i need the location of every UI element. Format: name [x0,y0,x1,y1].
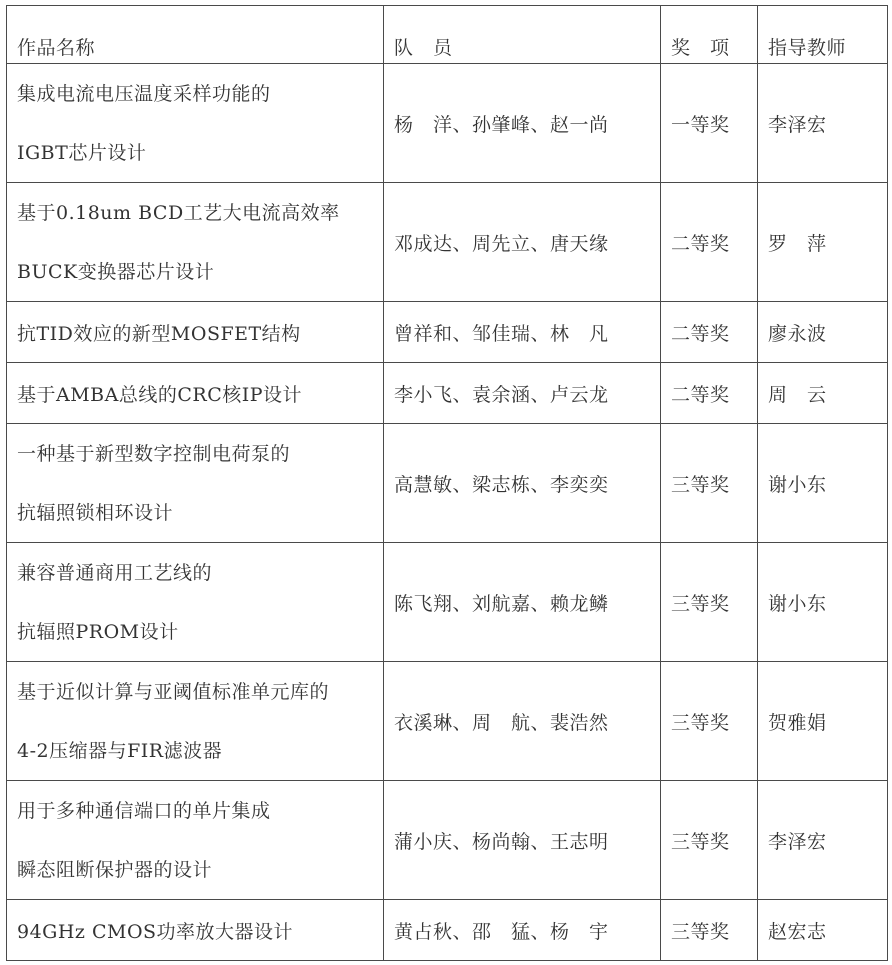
table-row [7,781,888,900]
award-cell: 三等奖 [661,781,758,900]
award-cell: 三等奖 [661,543,758,662]
project-title-cell [7,781,384,900]
project-title-cell [7,662,384,781]
project-title-cell [7,424,384,543]
project-title-line: 4-2压缩器与FIR滤波器 [17,739,223,762]
table-row [7,900,888,961]
advisor-cell: 李泽宏 [758,781,888,900]
team-members-cell: 杨 洋、孙肇峰、赵一尚 [384,64,661,183]
award-cell: 三等奖 [661,900,758,961]
project-title-line: 基于0.18um BCD工艺大电流高效率 [17,201,340,224]
awards-table [6,5,888,961]
award-cell: 三等奖 [661,424,758,543]
project-title-line: 兼容普通商用工艺线的 [17,561,213,584]
project-title-cell: 抗TID效应的新型MOSFET结构 [7,302,384,363]
table-row [7,64,888,183]
award-cell: 二等奖 [661,363,758,424]
project-title-line: BUCK变换器芯片设计 [17,260,215,283]
table-row [7,662,888,781]
project-title-line: 用于多种通信端口的单片集成 [17,799,271,822]
header-team: 队 员 [384,6,661,64]
team-members-cell: 黄占秋、邵 猛、杨 宇 [384,900,661,961]
team-members-cell: 高慧敏、梁志栋、李奕奕 [384,424,661,543]
team-members-cell: 陈飞翔、刘航嘉、赖龙鳞 [384,543,661,662]
advisor-cell: 李泽宏 [758,64,888,183]
award-cell: 二等奖 [661,183,758,302]
project-title-cell: 基于AMBA总线的CRC核IP设计 [7,363,384,424]
project-title-line: 一种基于新型数字控制电荷泵的 [17,442,291,465]
table-row [7,424,888,543]
advisor-cell: 周 云 [758,363,888,424]
award-cell: 二等奖 [661,302,758,363]
team-members-cell: 蒲小庆、杨尚翰、王志明 [384,781,661,900]
table-row [7,302,888,363]
advisor-cell: 谢小东 [758,543,888,662]
table-row [7,363,888,424]
advisor-cell: 廖永波 [758,302,888,363]
project-title-line: 集成电流电压温度采样功能的 [17,82,271,105]
project-title-cell [7,183,384,302]
team-members-cell: 曾祥和、邹佳瑞、林 凡 [384,302,661,363]
team-members-cell: 邓成达、周先立、唐天缘 [384,183,661,302]
table-row [7,543,888,662]
advisor-cell: 赵宏志 [758,900,888,961]
project-title-line: 抗辐照锁相环设计 [17,501,174,524]
advisor-cell: 罗 萍 [758,183,888,302]
header-award: 奖 项 [661,6,758,64]
advisor-cell: 谢小东 [758,424,888,543]
project-title-line: 抗辐照PROM设计 [17,620,179,643]
project-title-cell [7,543,384,662]
award-cell: 一等奖 [661,64,758,183]
header-title: 作品名称 [7,6,384,64]
header-row [7,6,888,64]
project-title-cell: 94GHz CMOS功率放大器设计 [7,900,384,961]
table-row [7,183,888,302]
advisor-cell: 贺雅娟 [758,662,888,781]
project-title-line: IGBT芯片设计 [17,141,147,164]
team-members-cell: 衣溪琳、周 航、裴浩然 [384,662,661,781]
project-title-cell [7,64,384,183]
project-title-line: 瞬态阻断保护器的设计 [17,858,213,881]
team-members-cell: 李小飞、袁余涵、卢云龙 [384,363,661,424]
project-title-line: 基于近似计算与亚阈值标准单元库的 [17,680,330,703]
award-cell: 三等奖 [661,662,758,781]
header-teacher: 指导教师 [758,6,888,64]
